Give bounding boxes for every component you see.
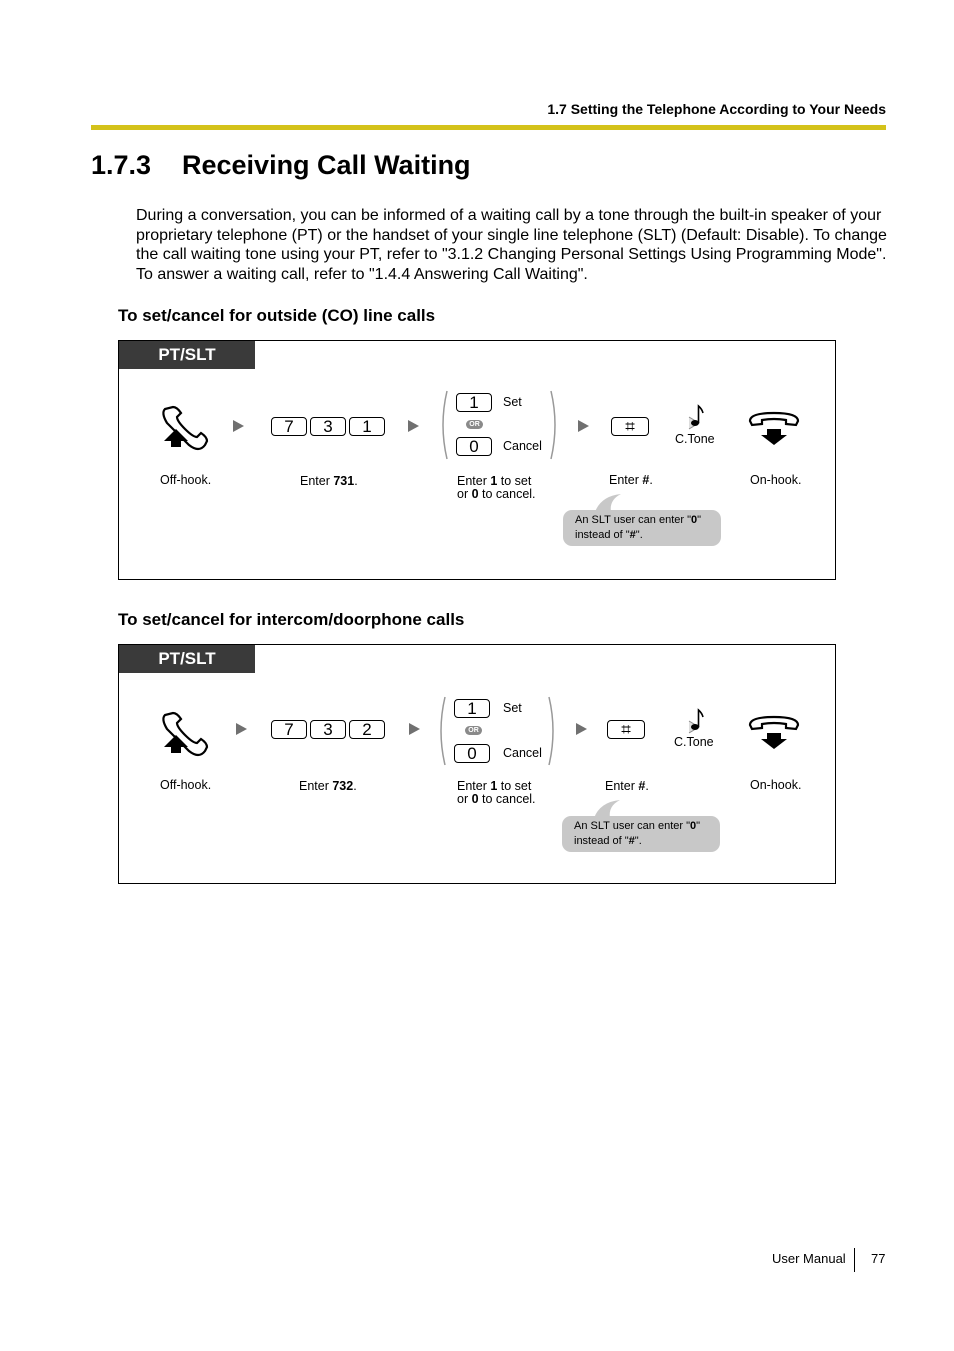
section-title: Receiving Call Waiting bbox=[182, 150, 471, 180]
text-bold: 1 bbox=[490, 474, 498, 488]
pt-slt-tag: PT/SLT bbox=[119, 645, 255, 673]
cancel-label: Cancel bbox=[503, 439, 542, 453]
set-label: Set bbox=[503, 701, 522, 715]
dial-key: 3 bbox=[310, 720, 346, 739]
text-bold: 0 bbox=[691, 514, 698, 526]
step-choice bbox=[457, 780, 536, 806]
text-bold: # bbox=[642, 473, 650, 487]
text-run: instead of " bbox=[574, 835, 629, 847]
intro-paragraph: During a conversation, you can be informed of a waiting call by a tone through the built-in speaker of your proprietary telephone (PT) or the handset of your single line telephone (SLT) (Default: Disable). To change the call waiting tone using your PT, refer to "3.1.2 Changing Personal Settings Using Programming Mode". bbox=[136, 207, 887, 263]
note-line bbox=[574, 819, 720, 834]
text-run: or bbox=[457, 792, 472, 806]
text-bold: # bbox=[638, 779, 646, 793]
cancel-key: 0 bbox=[454, 744, 490, 763]
text-run: . bbox=[645, 779, 649, 793]
text-bold: 0 bbox=[471, 792, 479, 806]
step-choice bbox=[457, 475, 536, 501]
text-bold: 0 bbox=[690, 820, 697, 832]
bubble-tail bbox=[593, 494, 623, 512]
dial-key: 2 bbox=[349, 720, 385, 739]
text-run: to cancel. bbox=[478, 792, 536, 806]
procedure-heading: To set/cancel for outside (CO) line calls bbox=[118, 306, 436, 325]
step-hash bbox=[609, 474, 653, 487]
text-run: instead of " bbox=[575, 529, 630, 541]
note-line bbox=[575, 528, 721, 543]
slt-note-bubble bbox=[562, 816, 720, 852]
step-arrow bbox=[408, 420, 419, 432]
dial-key: 1 bbox=[349, 417, 385, 436]
text-run: Enter bbox=[605, 779, 639, 793]
text-bold: # bbox=[629, 529, 636, 541]
step-offhook: Off-hook. bbox=[160, 778, 212, 792]
note-line bbox=[575, 513, 721, 528]
cancel-key: 0 bbox=[456, 437, 492, 456]
procedure-panel bbox=[118, 644, 836, 884]
text-bold: 0 bbox=[471, 487, 479, 501]
step-offhook: Off-hook. bbox=[160, 473, 212, 487]
text-run: to set bbox=[497, 779, 532, 793]
note-line bbox=[574, 834, 720, 849]
step-onhook: On-hook. bbox=[750, 778, 802, 792]
step-onhook: On-hook. bbox=[750, 473, 802, 487]
text-bold: # bbox=[628, 835, 635, 847]
text-run: . bbox=[649, 473, 653, 487]
step-choice-line bbox=[457, 488, 536, 501]
code-bold: 731 bbox=[333, 474, 355, 488]
slt-note-bubble bbox=[563, 510, 721, 546]
text-run: . bbox=[354, 474, 358, 488]
section-number: 1.7.3 bbox=[91, 150, 152, 180]
off-hook-icon bbox=[157, 709, 213, 757]
tone-note-icon bbox=[685, 707, 705, 737]
text-run: " bbox=[696, 820, 701, 832]
set-key: 1 bbox=[454, 699, 490, 718]
header-rule bbox=[91, 125, 886, 130]
tone-label: C.Tone bbox=[675, 432, 715, 446]
tone-label: C.Tone bbox=[674, 735, 714, 749]
text-bold: 1 bbox=[490, 779, 498, 793]
step-enter-code bbox=[299, 780, 357, 793]
step-arrow bbox=[576, 723, 587, 735]
hash-key: ⌗ bbox=[607, 720, 645, 739]
or-badge: OR bbox=[465, 726, 482, 735]
code-bold: 732 bbox=[332, 779, 354, 793]
text-run: Enter bbox=[299, 779, 333, 793]
procedure-heading: To set/cancel for intercom/doorphone calls bbox=[118, 610, 465, 629]
dial-key: 7 bbox=[271, 417, 307, 436]
text-run: to cancel. bbox=[478, 487, 536, 501]
text-run: An SLT user can enter " bbox=[575, 514, 692, 526]
page-number: 77 bbox=[871, 1251, 886, 1266]
footer-label: User Manual bbox=[772, 1251, 846, 1266]
off-hook-icon bbox=[157, 403, 213, 451]
step-enter-code bbox=[300, 475, 358, 488]
text-run: ". bbox=[635, 529, 643, 541]
step-arrow bbox=[236, 723, 247, 735]
hash-key: ⌗ bbox=[611, 417, 649, 436]
bubble-tail bbox=[592, 800, 622, 818]
text-run: or bbox=[457, 487, 472, 501]
dial-key: 7 bbox=[271, 720, 307, 739]
footer-separator bbox=[854, 1248, 855, 1272]
text-run: to set bbox=[497, 474, 532, 488]
pt-slt-tag: PT/SLT bbox=[119, 341, 255, 369]
dial-key: 3 bbox=[310, 417, 346, 436]
text-run: An SLT user can enter " bbox=[574, 820, 691, 832]
step-arrow bbox=[578, 420, 589, 432]
text-run: " bbox=[697, 514, 702, 526]
text-run: Enter bbox=[457, 474, 491, 488]
step-choice-line bbox=[457, 793, 536, 806]
procedure-panel bbox=[118, 340, 836, 580]
text-run: Enter bbox=[609, 473, 643, 487]
intro-paragraph: To answer a waiting call, refer to "1.4.4 Answering Call Waiting". bbox=[136, 265, 588, 283]
text-run: ". bbox=[634, 835, 642, 847]
step-hash bbox=[605, 780, 649, 793]
or-badge: OR bbox=[466, 420, 483, 429]
text-run: . bbox=[353, 779, 357, 793]
tone-note-icon bbox=[685, 403, 705, 433]
cancel-label: Cancel bbox=[503, 746, 542, 760]
intro-text bbox=[136, 206, 888, 284]
text-run: Enter bbox=[457, 779, 491, 793]
set-label: Set bbox=[503, 395, 522, 409]
text-run: Enter bbox=[300, 474, 334, 488]
step-arrow bbox=[233, 420, 244, 432]
set-key: 1 bbox=[456, 393, 492, 412]
running-header: 1.7 Setting the Telephone According to Your Needs bbox=[547, 101, 886, 117]
on-hook-icon bbox=[746, 407, 802, 447]
step-arrow bbox=[409, 723, 420, 735]
on-hook-icon bbox=[746, 711, 802, 751]
